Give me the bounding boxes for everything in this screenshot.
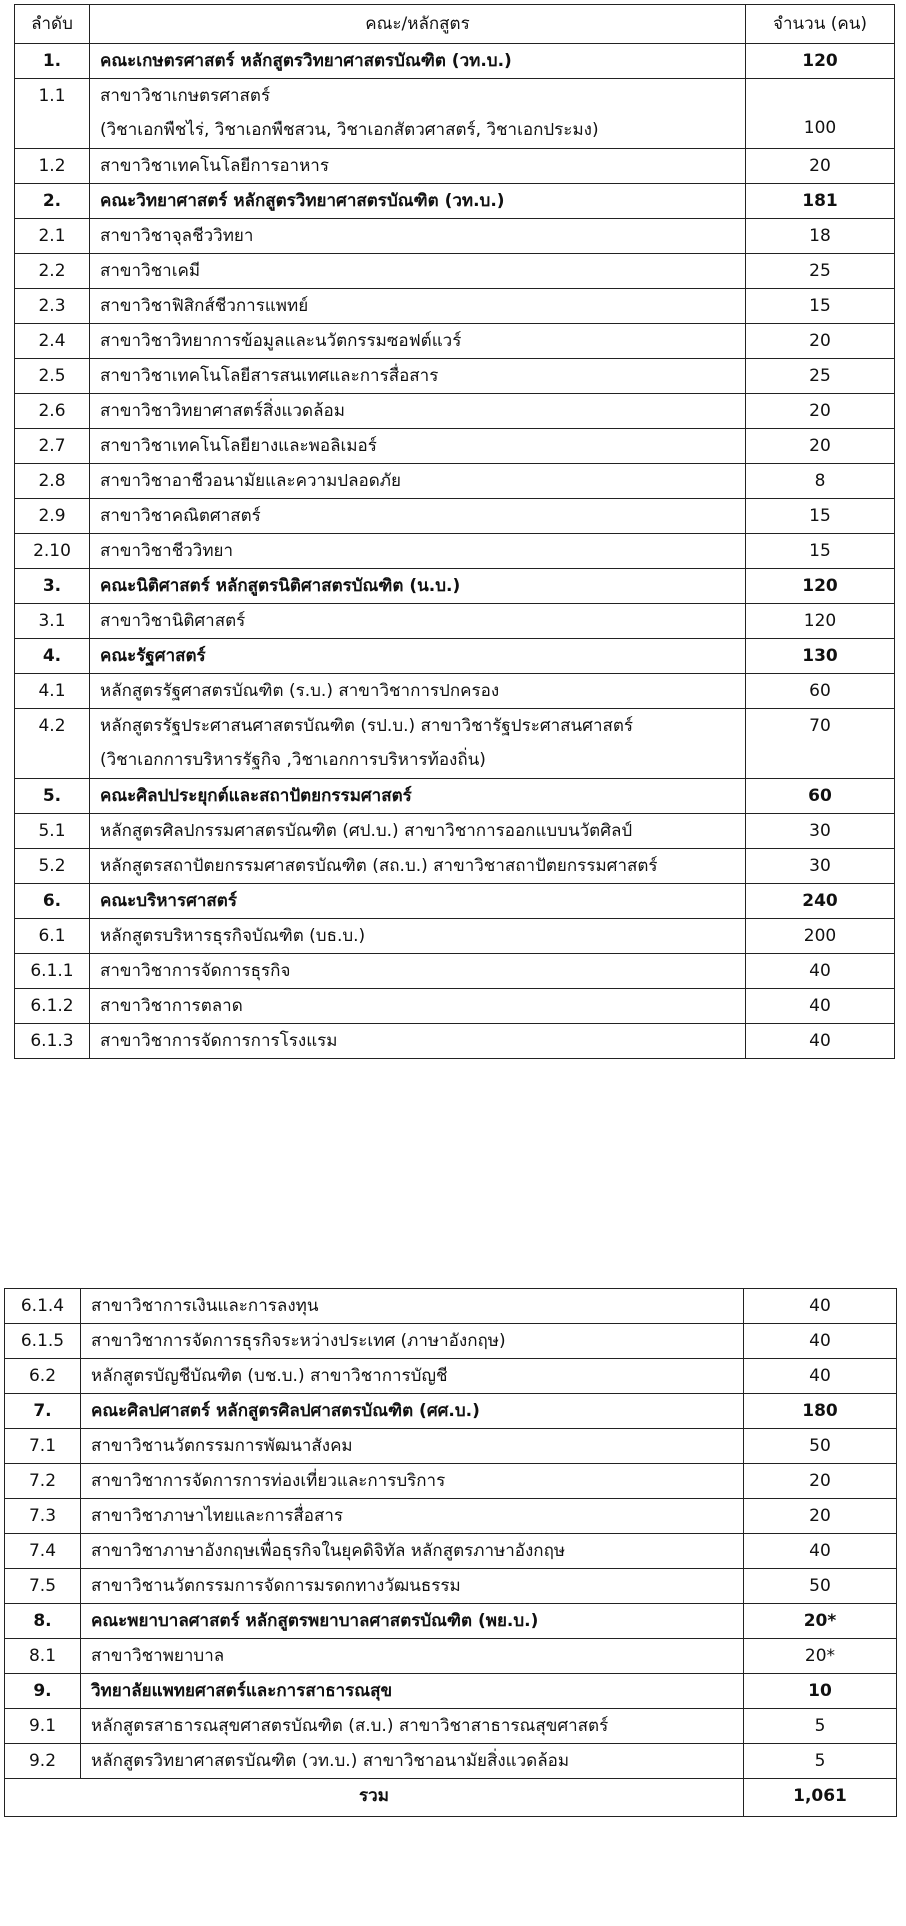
row-number: 3.1 xyxy=(15,604,90,639)
table-row xyxy=(5,1429,897,1464)
row-count: 20 xyxy=(744,1499,897,1534)
row-number: 6.1.5 xyxy=(5,1324,81,1359)
table-row xyxy=(5,1464,897,1499)
row-count: 40 xyxy=(744,1324,897,1359)
row-name-line: คณะศิลปศาสตร์ หลักสูตรศิลปศาสตรบัณฑิต (ศศ.บ.) xyxy=(91,1401,480,1421)
row-name xyxy=(90,674,746,709)
row-count: 30 xyxy=(746,814,895,849)
row-number: 2.7 xyxy=(15,429,90,464)
row-number: 2.3 xyxy=(15,289,90,324)
row-number: 8.1 xyxy=(5,1639,81,1674)
row-name xyxy=(90,884,746,919)
row-name xyxy=(90,1024,746,1059)
row-name-line: คณะศิลปประยุกต์และสถาปัตยกรรมศาสตร์ xyxy=(100,786,412,806)
row-name xyxy=(90,149,746,184)
row-number: 6.1.1 xyxy=(15,954,90,989)
row-count: 120 xyxy=(746,569,895,604)
row-count: 130 xyxy=(746,639,895,674)
row-number: 1.1 xyxy=(15,79,90,149)
row-name xyxy=(81,1709,744,1744)
table-row xyxy=(5,1569,897,1604)
row-number: 6. xyxy=(15,884,90,919)
row-name xyxy=(81,1604,744,1639)
row-name-line: คณะนิติศาสตร์ หลักสูตรนิติศาสตรบัณฑิต (น.บ.) xyxy=(100,576,461,596)
row-name-line: สาขาวิชาวิทยาการข้อมูลและนวัตกรรมซอฟต์แวร์ xyxy=(100,331,462,351)
table-row xyxy=(15,79,895,149)
table-row xyxy=(5,1394,897,1429)
row-name-line: สาขาวิชาการจัดการการท่องเที่ยวและการบริการ xyxy=(91,1471,446,1491)
row-name xyxy=(90,499,746,534)
header-no: ลำดับ xyxy=(15,5,90,44)
row-name-line: สาขาวิชาการตลาด xyxy=(100,996,243,1016)
row-name-line: สาขาวิชาภาษาไทยและการสื่อสาร xyxy=(91,1506,344,1526)
table-row xyxy=(15,674,895,709)
row-number: 9.2 xyxy=(5,1744,81,1779)
row-name xyxy=(90,989,746,1024)
row-name xyxy=(90,709,746,779)
row-name xyxy=(90,464,746,499)
table-row xyxy=(15,779,895,814)
row-count: 70 xyxy=(746,709,895,779)
table-row xyxy=(15,184,895,219)
row-name xyxy=(90,254,746,289)
table-row xyxy=(15,1024,895,1059)
row-name-line: สาขาวิชาชีววิทยา xyxy=(100,541,234,561)
row-count: 20 xyxy=(744,1464,897,1499)
row-count: 120 xyxy=(746,604,895,639)
row-number: 6.2 xyxy=(5,1359,81,1394)
row-name-line: (วิชาเอกพืชไร่, วิชาเอกพืชสวน, วิชาเอกสัตวศาสตร์, วิชาเอกประมง) xyxy=(100,119,599,140)
table-row xyxy=(15,814,895,849)
row-number: 2.1 xyxy=(15,219,90,254)
row-name-line: หลักสูตรบริหารธุรกิจบัณฑิต (บธ.บ.) xyxy=(100,926,366,946)
row-name xyxy=(81,1464,744,1499)
row-name-line: สาขาวิชาการจัดการการโรงแรม xyxy=(100,1031,338,1051)
row-number: 6.1.4 xyxy=(5,1289,81,1324)
row-count: 181 xyxy=(746,184,895,219)
row-number: 7.2 xyxy=(5,1464,81,1499)
row-name xyxy=(81,1289,744,1324)
row-name xyxy=(90,919,746,954)
row-count: 40 xyxy=(744,1359,897,1394)
row-name xyxy=(90,324,746,359)
row-number: 6.1 xyxy=(15,919,90,954)
row-name-line: วิทยาลัยแพทยศาสตร์และการสาธารณสุข xyxy=(91,1681,393,1701)
table-row xyxy=(15,639,895,674)
row-name-line: หลักสูตรสถาปัตยกรรมศาสตรบัณฑิต (สถ.บ.) สาขาวิชาสถาปัตยกรรมศาสตร์ xyxy=(100,856,658,876)
row-name-line: คณะวิทยาศาสตร์ หลักสูตรวิทยาศาสตรบัณฑิต (วท.บ.) xyxy=(100,191,505,211)
row-name-line: สาขาวิชาอาชีวอนามัยและความปลอดภัย xyxy=(100,471,401,491)
row-name-line: หลักสูตรรัฐประศาสนศาสตรบัณฑิต (รป.บ.) สาขาวิชารัฐประศาสนศาสตร์ xyxy=(100,716,634,736)
row-name-line: สาขาวิชาพยาบาล xyxy=(91,1646,225,1666)
row-count: 40 xyxy=(744,1289,897,1324)
row-name xyxy=(90,639,746,674)
row-name xyxy=(90,44,746,79)
table-row xyxy=(15,884,895,919)
row-name xyxy=(81,1674,744,1709)
table-row xyxy=(15,954,895,989)
row-name xyxy=(90,359,746,394)
row-name-line: สาขาวิชาฟิสิกส์ชีวการแพทย์ xyxy=(100,296,309,316)
table-row xyxy=(5,1359,897,1394)
table-row xyxy=(15,709,895,779)
row-name-line: สาขาวิชาเทคโนโลยีการอาหาร xyxy=(100,156,329,176)
row-number: 8. xyxy=(5,1604,81,1639)
row-name-line: สาขาวิชาการเงินและการลงทุน xyxy=(91,1296,319,1316)
row-name xyxy=(90,184,746,219)
row-name-line: หลักสูตรรัฐศาสตรบัณฑิต (ร.บ.) สาขาวิชาการปกครอง xyxy=(100,681,500,701)
row-name xyxy=(90,814,746,849)
row-number: 2.6 xyxy=(15,394,90,429)
header-name: คณะ/หลักสูตร xyxy=(90,5,746,44)
row-number: 2.10 xyxy=(15,534,90,569)
row-number: 1. xyxy=(15,44,90,79)
row-count: 240 xyxy=(746,884,895,919)
row-number: 2.8 xyxy=(15,464,90,499)
row-number: 4. xyxy=(15,639,90,674)
row-number: 3. xyxy=(15,569,90,604)
row-count: 20 xyxy=(746,394,895,429)
row-count: 15 xyxy=(746,534,895,569)
row-name xyxy=(90,394,746,429)
row-count: 20 xyxy=(746,149,895,184)
row-name xyxy=(81,1534,744,1569)
row-count: 200 xyxy=(746,919,895,954)
row-name xyxy=(81,1394,744,1429)
row-name-line: หลักสูตรบัญชีบัณฑิต (บช.บ.) สาขาวิชาการบัญชี xyxy=(91,1366,448,1386)
row-name xyxy=(90,604,746,639)
row-name-line: หลักสูตรศิลปกรรมศาสตรบัณฑิต (ศป.บ.) สาขาวิชาการออกแบบนวัตศิลป์ xyxy=(100,821,633,841)
table-row xyxy=(15,394,895,429)
row-count: 25 xyxy=(746,254,895,289)
row-count: 180 xyxy=(744,1394,897,1429)
row-name-line: สาขาวิชานิติศาสตร์ xyxy=(100,611,246,631)
row-number: 5.1 xyxy=(15,814,90,849)
row-number: 5.2 xyxy=(15,849,90,884)
row-name-line: คณะรัฐศาสตร์ xyxy=(100,646,206,666)
row-name-line: หลักสูตรสาธารณสุขศาสตรบัณฑิต (ส.บ.) สาขาวิชาสาธารณสุขศาสตร์ xyxy=(91,1716,609,1736)
row-number: 2.2 xyxy=(15,254,90,289)
row-count: 60 xyxy=(746,674,895,709)
row-number: 6.1.2 xyxy=(15,989,90,1024)
row-count: 20 xyxy=(746,429,895,464)
row-name-line: คณะพยาบาลศาสตร์ หลักสูตรพยาบาลศาสตรบัณฑิต (พย.บ.) xyxy=(91,1611,539,1631)
row-name-line: (วิชาเอกการบริหารรัฐกิจ ,วิชาเอกการบริหารท้องถิ่น) xyxy=(100,749,486,770)
table-row xyxy=(5,1604,897,1639)
row-name xyxy=(81,1744,744,1779)
row-name xyxy=(81,1639,744,1674)
table-row xyxy=(15,604,895,639)
table-row xyxy=(15,219,895,254)
row-count: 30 xyxy=(746,849,895,884)
row-count: 5 xyxy=(744,1709,897,1744)
table-row xyxy=(5,1289,897,1324)
row-name xyxy=(90,79,746,149)
table-row xyxy=(5,1709,897,1744)
row-number: 9.1 xyxy=(5,1709,81,1744)
row-name-line: หลักสูตรวิทยาศาสตรบัณฑิต (วท.บ.) สาขาวิชาอนามัยสิ่งแวดล้อม xyxy=(91,1751,570,1771)
row-name-line: สาขาวิชาเกษตรศาสตร์ xyxy=(100,86,271,106)
row-number: 4.1 xyxy=(15,674,90,709)
row-count: 25 xyxy=(746,359,895,394)
row-name xyxy=(81,1569,744,1604)
row-count: 50 xyxy=(744,1429,897,1464)
row-count: 100 xyxy=(746,79,895,149)
table-row xyxy=(15,989,895,1024)
row-name-line: คณะเกษตรศาสตร์ หลักสูตรวิทยาศาสตรบัณฑิต (วท.บ.) xyxy=(100,51,512,71)
row-count: 20 xyxy=(746,324,895,359)
table-row xyxy=(5,1534,897,1569)
row-name-line: สาขาวิชาวิทยาศาสตร์สิ่งแวดล้อม xyxy=(100,401,345,421)
row-name-line: สาขาวิชาเทคโนโลยีสารสนเทศและการสื่อสาร xyxy=(100,366,439,386)
row-name-line: สาขาวิชาเคมี xyxy=(100,261,201,281)
row-count: 10 xyxy=(744,1674,897,1709)
enrollment-table-part-2 xyxy=(4,1288,897,1817)
row-name xyxy=(81,1359,744,1394)
row-name-line: สาขาวิชาจุลชีววิทยา xyxy=(100,226,254,246)
table-row xyxy=(15,254,895,289)
row-name-line: สาขาวิชาเทคโนโลยียางและพอลิเมอร์ xyxy=(100,436,377,456)
row-name-line: สาขาวิชาภาษาอังกฤษเพื่อธุรกิจในยุคดิจิทัล หลักสูตรภาษาอังกฤษ xyxy=(91,1541,566,1561)
row-name xyxy=(90,849,746,884)
header-row xyxy=(15,5,895,44)
row-number: 9. xyxy=(5,1674,81,1709)
total-count: 1,061 xyxy=(744,1779,897,1817)
row-count: 15 xyxy=(746,289,895,324)
table-row xyxy=(15,569,895,604)
row-count: 120 xyxy=(746,44,895,79)
row-count: 20* xyxy=(744,1639,897,1674)
row-count: 40 xyxy=(746,1024,895,1059)
row-name xyxy=(90,429,746,464)
row-number: 7.5 xyxy=(5,1569,81,1604)
row-name xyxy=(90,954,746,989)
row-count: 40 xyxy=(744,1534,897,1569)
table-row xyxy=(15,919,895,954)
row-name xyxy=(81,1324,744,1359)
enrollment-table-part-1 xyxy=(14,4,895,1059)
row-number: 2. xyxy=(15,184,90,219)
row-name-line: สาขาวิชานวัตกรรมการพัฒนาสังคม xyxy=(91,1436,353,1456)
table-row xyxy=(15,359,895,394)
table-row xyxy=(15,324,895,359)
row-count: 8 xyxy=(746,464,895,499)
row-count: 40 xyxy=(746,954,895,989)
row-name xyxy=(90,569,746,604)
total-label: รวม xyxy=(5,1779,744,1817)
row-count: 15 xyxy=(746,499,895,534)
table-row xyxy=(15,429,895,464)
table-row xyxy=(15,289,895,324)
row-name xyxy=(90,219,746,254)
row-count: 5 xyxy=(744,1744,897,1779)
row-number: 7. xyxy=(5,1394,81,1429)
row-number: 5. xyxy=(15,779,90,814)
row-name-line: สาขาวิชานวัตกรรมการจัดการมรดกทางวัฒนธรรม xyxy=(91,1576,461,1596)
row-number: 1.2 xyxy=(15,149,90,184)
row-name-line: คณะบริหารศาสตร์ xyxy=(100,891,237,911)
table-row xyxy=(5,1674,897,1709)
row-name xyxy=(90,534,746,569)
table-row xyxy=(15,44,895,79)
row-name xyxy=(90,289,746,324)
row-count: 40 xyxy=(746,989,895,1024)
table-row xyxy=(5,1639,897,1674)
row-name-line: สาขาวิชาการจัดการธุรกิจระหว่างประเทศ (ภาษาอังกฤษ) xyxy=(91,1331,506,1351)
row-count: 60 xyxy=(746,779,895,814)
row-number: 7.1 xyxy=(5,1429,81,1464)
total-row xyxy=(5,1779,897,1817)
table-row xyxy=(15,849,895,884)
row-number: 6.1.3 xyxy=(15,1024,90,1059)
header-count: จำนวน (คน) xyxy=(746,5,895,44)
row-name-line: สาขาวิชาคณิตศาสตร์ xyxy=(100,506,261,526)
row-number: 7.3 xyxy=(5,1499,81,1534)
row-name xyxy=(81,1429,744,1464)
table-row xyxy=(5,1499,897,1534)
row-number: 4.2 xyxy=(15,709,90,779)
table-row xyxy=(5,1324,897,1359)
row-name xyxy=(81,1499,744,1534)
table-row xyxy=(15,534,895,569)
table-row xyxy=(15,464,895,499)
row-number: 2.5 xyxy=(15,359,90,394)
row-number: 2.4 xyxy=(15,324,90,359)
row-number: 7.4 xyxy=(5,1534,81,1569)
table-row xyxy=(15,499,895,534)
row-name xyxy=(90,779,746,814)
row-number: 2.9 xyxy=(15,499,90,534)
row-count: 20* xyxy=(744,1604,897,1639)
table-row xyxy=(15,149,895,184)
table-row xyxy=(5,1744,897,1779)
row-count: 18 xyxy=(746,219,895,254)
row-name-line: สาขาวิชาการจัดการธุรกิจ xyxy=(100,961,291,981)
row-count: 50 xyxy=(744,1569,897,1604)
